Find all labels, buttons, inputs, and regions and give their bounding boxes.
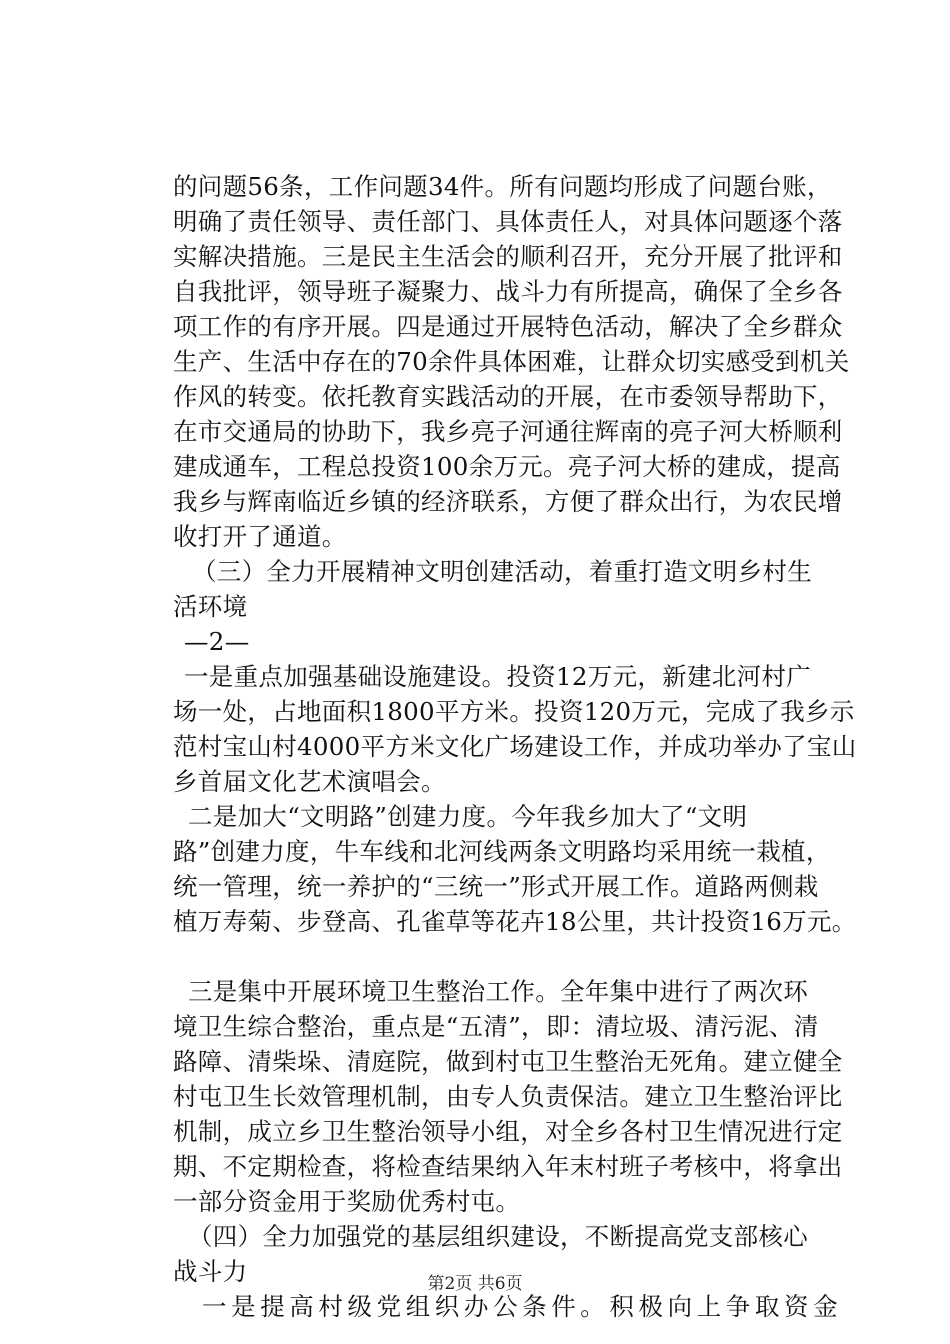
text-line: 项工作的有序开展。四是通过开展特色活动，解决了全乡群众	[173, 312, 843, 341]
section-heading: 战斗力	[173, 1257, 248, 1286]
text-line: 三是集中开展环境卫生整治工作。全年集中进行了两次环	[188, 977, 808, 1006]
text-line: 场一处，占地面积1800平方米。投资120万元，完成了我乡示	[173, 697, 855, 726]
text-line: 植万寿菊、步登高、孔雀草等花卉18公里，共计投资16万元。	[173, 907, 857, 936]
text-line: 实解决措施。三是民主生活会的顺利召开，充分开展了批评和	[173, 242, 843, 271]
text-line: 自我批评，领导班子凝聚力、战斗力有所提高，确保了全乡各	[173, 277, 843, 306]
page-number-inline: —2—	[184, 627, 250, 656]
text-line: 作风的转变。依托教育实践活动的开展，在市委领导帮助下，	[173, 382, 843, 411]
text-line: 村屯卫生长效管理机制，由专人负责保洁。建立卫生整治评比	[173, 1082, 843, 1111]
text-line: 机制，成立乡卫生整治领导小组，对全乡各村卫生情况进行定	[173, 1117, 843, 1146]
text-line: 一部分资金用于奖励优秀村屯。	[173, 1187, 521, 1216]
section-heading: （四）全力加强党的基层组织建设，不断提高党支部核心	[188, 1222, 808, 1251]
text-line: 我乡与辉南临近乡镇的经济联系，方便了群众出行，为农民增	[173, 487, 843, 516]
text-line: 生产、生活中存在的70余件具体困难，让群众切实感受到机关	[173, 347, 850, 376]
section-heading: （三）全力开展精神文明创建活动，着重打造文明乡村生	[192, 557, 812, 586]
text-line: 建成通车，工程总投资100余万元。亮子河大桥的建成，提高	[173, 452, 841, 481]
text-line: 一是重点加强基础设施建设。投资12万元，新建北河村广	[184, 662, 811, 691]
text-line: 收打开了通道。	[173, 522, 347, 551]
text-line: 统一管理，统一养护的“三统一”形式开展工作。道路两侧栽	[173, 872, 819, 901]
text-line: 路障、清柴垛、清庭院，做到村屯卫生整治无死角。建立健全	[173, 1047, 843, 1076]
page-footer: 第2页 共6页	[427, 1274, 523, 1294]
text-line: 明确了责任领导、责任部门、具体责任人，对具体问题逐个落	[173, 207, 843, 236]
text-line: 一是提高村级党组织办公条件。积极向上争取资金	[202, 1292, 843, 1321]
text-line: 境卫生综合整治，重点是“五清”，即：清垃圾、清污泥、清	[173, 1012, 819, 1041]
text-line: 的问题56条，工作问题34件。所有问题均形成了问题台账，	[173, 172, 832, 201]
section-heading: 活环境	[173, 592, 248, 621]
text-line: 二是加大“文明路”创建力度。今年我乡加大了“文明	[188, 802, 748, 831]
text-line: 在市交通局的协助下，我乡亮子河通往辉南的亮子河大桥顺利	[173, 417, 843, 446]
text-line: 路”创建力度，牛车线和北河线两条文明路均采用统一栽植，	[173, 837, 831, 866]
text-line: 乡首届文化艺术演唱会。	[173, 767, 446, 796]
text-line: 范村宝山村4000平方米文化广场建设工作，并成功举办了宝山	[173, 732, 857, 761]
text-line: 期、不定期检查，将检查结果纳入年末村班子考核中，将拿出	[173, 1152, 843, 1181]
